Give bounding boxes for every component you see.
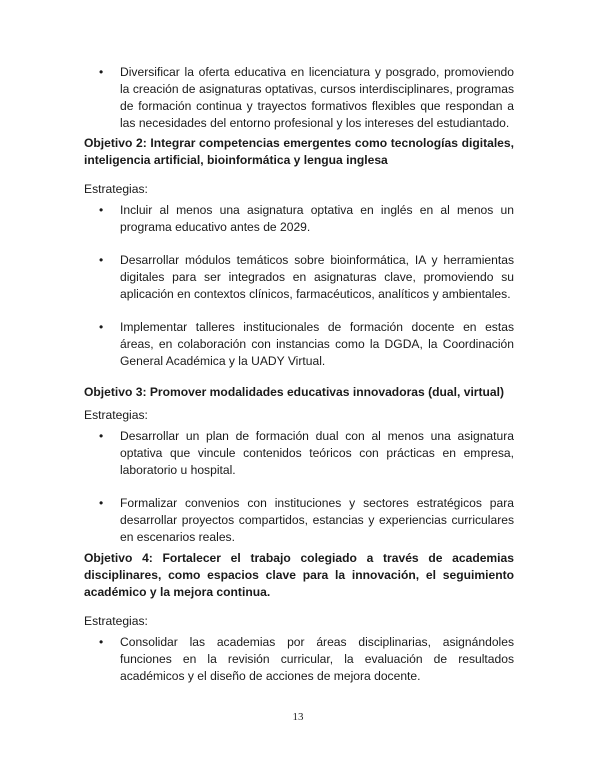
list-item-text: Diversificar la oferta educativa en licenciatura y posgrado, promoviendo la creación de asignaturas optativas, cursos interdisciplinares, programas de formación continua y trayectos formativos flexibles que respondan a las necesidades del entorno profesional y los intereses del estudiantado. [120,65,514,130]
list-item-text: Desarrollar módulos temáticos sobre bioinformática, IA y herramientas digitales para ser integrados en asignaturas clave, promoviendo su aplicación en contextos clínicos, farmacéuticos, analíticos y ambientales. [120,253,514,301]
list-item [84,428,514,479]
bullet-icon: • [99,253,104,267]
objective-2-heading: Objetivo 2: Integrar competencias emergentes como tecnologías digitales, inteligencia artificial, bioinformática y lengua inglesa [84,136,514,167]
objective-3-strategies-label: Estrategias: [84,408,148,422]
objective-2-strategies [84,202,514,370]
list-item [84,319,514,370]
list-item [84,495,514,546]
objective-4-heading: Objetivo 4: Fortalecer el trabajo colegiado a través de academias disciplinares, como espacios clave para la innovación, el seguimiento académico y la mejora continua. [84,551,514,599]
objective-4-strategies [84,634,514,685]
objective-4-strategies-label: Estrategias: [84,614,148,628]
page-content [84,64,514,685]
bullet-icon: • [99,203,104,217]
bullet-icon: • [99,320,104,334]
objective-3-heading: Objetivo 3: Promover modalidades educativas innovadoras (dual, virtual) [84,385,505,399]
list-item-text: Consolidar las academias por áreas disciplinarias, asignándoles funciones en la revisión curricular, la evaluación de resultados académicos y el diseño de acciones de mejora docente. [120,635,514,683]
list-item-text: Incluir al menos una asignatura optativa en inglés en al menos un programa educativo antes de 2029. [120,203,514,234]
list-item [84,634,514,685]
intro-bullet-list [84,64,514,132]
bullet-icon: • [99,635,104,649]
list-item [84,252,514,303]
list-item-text: Formalizar convenios con instituciones y sectores estratégicos para desarrollar proyectos compartidos, estancias y experiencias curriculares en escenarios reales. [120,496,514,544]
objective-3-strategies [84,428,514,546]
list-item-text: Desarrollar un plan de formación dual con al menos una asignatura optativa que vincule contenidos teóricos con prácticas en empresa, laboratorio u hospital. [120,429,514,477]
list-item-text: Implementar talleres institucionales de formación docente en estas áreas, en colaboración con instancias como la DGDA, la Coordinación General Académica y la UADY Virtual. [120,320,514,368]
bullet-icon: • [99,496,104,510]
list-item [84,64,514,132]
list-item [84,202,514,236]
objective-2-strategies-label: Estrategias: [84,182,148,196]
page-number: 13 [292,711,304,723]
bullet-icon: • [99,429,104,443]
bullet-icon: • [99,65,104,79]
